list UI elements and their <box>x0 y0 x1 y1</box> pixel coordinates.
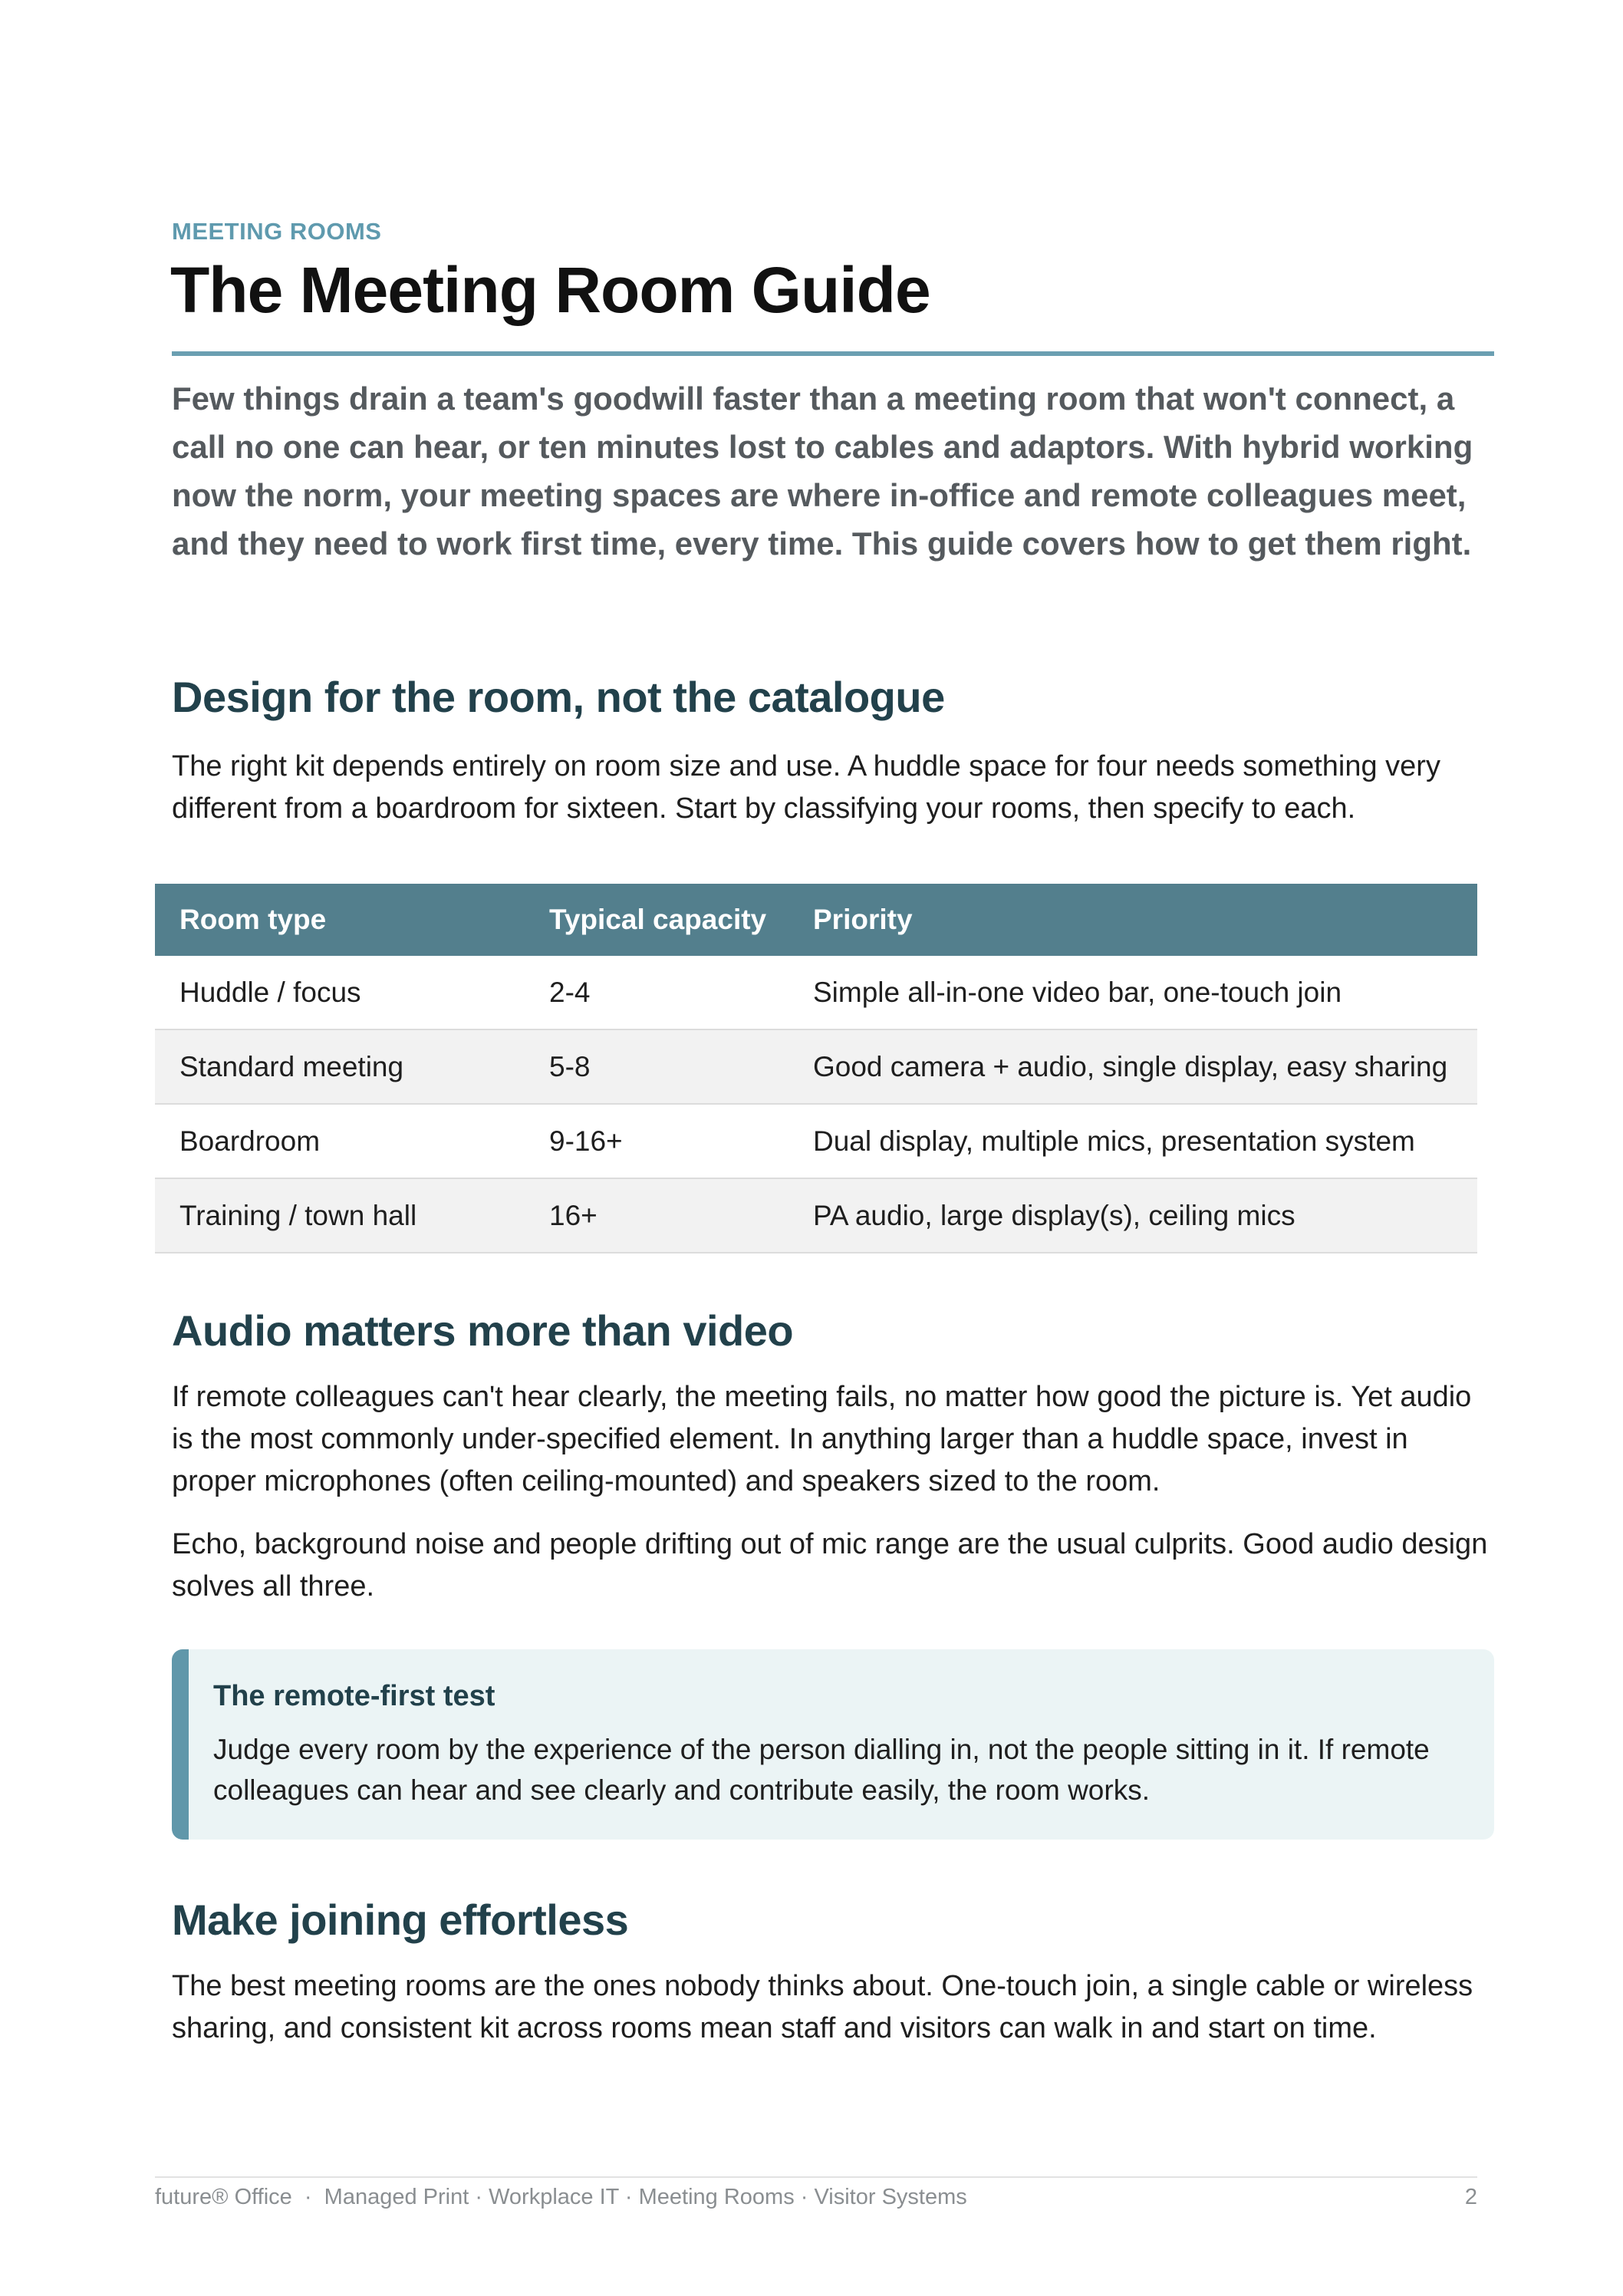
table-cell-capacity: 9-16+ <box>525 1104 788 1178</box>
table-cell-capacity: 5-8 <box>525 1029 788 1104</box>
table-row <box>155 1178 1477 1253</box>
table-cell-room-type: Training / town hall <box>155 1178 525 1253</box>
table-cell-room-type: Standard meeting <box>155 1029 525 1104</box>
callout-box <box>172 1649 1494 1840</box>
section-heading-joining: Make joining effortless <box>172 1896 629 1944</box>
footer-brand-line: future® Office · Managed Print · Workplace IT · Meeting Rooms · Visitor Systems <box>155 2185 967 2209</box>
table-header-row <box>155 884 1477 956</box>
table-header-priority: Priority <box>788 884 1477 956</box>
section-eyebrow: MEETING ROOMS <box>172 218 382 245</box>
section-body-audio-1: If remote colleagues can't hear clearly, the meeting fails, no matter how good the picture is. Yet audio is the most commonly under-specified element. In anything larger than a huddle space, invest in proper microphones (often ceiling-mounted) and speakers sized to the room. <box>172 1381 1472 1497</box>
page-number: 2 <box>1464 2185 1477 2209</box>
section-heading-audio: Audio matters more than video <box>172 1306 794 1355</box>
table-cell-capacity: 16+ <box>525 1178 788 1253</box>
table-cell-priority: Dual display, multiple mics, presentation system <box>788 1104 1477 1178</box>
table-cell-priority: Simple all-in-one video bar, one-touch join <box>788 956 1477 1029</box>
table-header-capacity: Typical capacity <box>525 884 788 956</box>
table-cell-capacity: 2-4 <box>525 956 788 1029</box>
table-header-room-type: Room type <box>155 884 525 956</box>
section-body-audio-2: Echo, background noise and people drifting out of mic range are the usual culprits. Good audio design solves all three. <box>172 1528 1488 1603</box>
table-cell-priority: Good camera + audio, single display, easy sharing <box>788 1029 1477 1104</box>
section-heading-design: Design for the room, not the catalogue <box>172 673 945 721</box>
table-cell-room-type: Huddle / focus <box>155 956 525 1029</box>
footer-divider <box>155 2176 1477 2178</box>
section-body-design: The right kit depends entirely on room size and use. A huddle space for four needs something very different from a boardroom for sixteen. Start by classifying your rooms, then specify to each. <box>172 750 1440 825</box>
table-cell-priority: PA audio, large display(s), ceiling mics <box>788 1178 1477 1253</box>
intro-paragraph: Few things drain a team's goodwill faster than a meeting room that won't connect, a call no one can hear, or ten minutes lost to cables and adaptors. With hybrid working now the norm, your meeting spaces are where in-office and remote colleagues meet, and they need to work first time, every time. This guide covers how to get them right. <box>172 380 1473 562</box>
callout-text: Judge every room by the experience of the person dialling in, not the people sitting in it. If remote colleagues can hear and see clearly and contribute easily, the room works. <box>213 1734 1430 1806</box>
table-row <box>155 956 1477 1029</box>
room-type-table <box>155 884 1477 1253</box>
callout-title: The remote-first test <box>213 1680 495 1712</box>
page-title: The Meeting Room Guide <box>170 254 930 326</box>
table-row <box>155 1104 1477 1178</box>
title-divider <box>172 351 1494 356</box>
table-cell-room-type: Boardroom <box>155 1104 525 1178</box>
section-body-joining: The best meeting rooms are the ones nobody thinks about. One-touch join, a single cable or wireless sharing, and consistent kit across rooms mean staff and visitors can walk in and start on time. <box>172 1970 1473 2044</box>
table-row <box>155 1029 1477 1104</box>
callout-accent-bar <box>172 1649 189 1840</box>
